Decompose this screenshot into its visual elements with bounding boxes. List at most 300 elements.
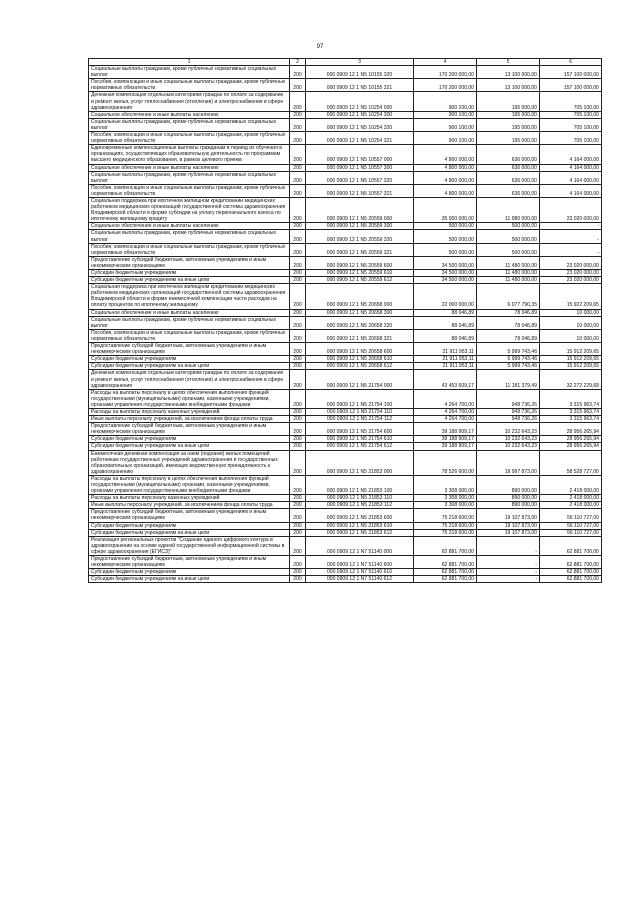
table-cell-v2: - bbox=[477, 576, 540, 583]
table-cell-rz: 200 bbox=[290, 164, 306, 171]
table-cell-v2: 78 046,89 bbox=[477, 329, 540, 342]
table-cell-name: Субсидии бюджетным учреждениям bbox=[89, 270, 290, 277]
table-cell-name: Пособия, компенсации и иные социальные выплаты гражданам, кроме публичных нормативных обязательств bbox=[89, 79, 290, 92]
table-cell-rz: 200 bbox=[290, 277, 306, 284]
table-cell-name: Социальные выплаты гражданам, кроме публичных нормативных социальных выплат bbox=[89, 66, 290, 79]
table-cell-name: Ежемесячная денежная компенсация за наем (поднаем) жилых помещений работникам государственных учреждений здравоохранения и государственных образовательных организаций, имеющих ведомственную принадлежность к здравоохранению bbox=[89, 450, 290, 475]
table-cell-v2: 11 480 000,00 bbox=[477, 277, 540, 284]
table-cell-code: 000 0909 12 1 N5 20658 300 bbox=[306, 309, 414, 316]
table-cell-v2: 78 046,89 bbox=[477, 309, 540, 316]
table-cell-rz: 200 bbox=[290, 230, 306, 243]
table-cell-code: 000 0909 12 1 N5 20559 600 bbox=[306, 256, 414, 269]
table-cell-v2: 11 181 379,49 bbox=[477, 370, 540, 389]
table-cell-name: Социальные выплаты гражданам, кроме публичных нормативных социальных выплат bbox=[89, 171, 290, 184]
table-cell-v3: 23 020 000,00 bbox=[540, 277, 602, 284]
table-cell-code: 000 0909 12 1 N5 21754 112 bbox=[306, 416, 414, 423]
table-cell-v1: 62 881 700,00 bbox=[414, 569, 477, 576]
table-cell-name: Субсидии бюджетным учреждениям на иные цели bbox=[89, 443, 290, 450]
table-cell-v1: 4 800 000,00 bbox=[414, 171, 477, 184]
table-cell-v3: - bbox=[540, 230, 602, 243]
table-cell-v1: 75 218 600,00 bbox=[414, 529, 477, 536]
table-cell-rz: 200 bbox=[290, 475, 306, 494]
table-cell-v3: 705 100,00 bbox=[540, 92, 602, 111]
table-cell-v2: 10 232 643,23 bbox=[477, 443, 540, 450]
table-cell-v2: 948 736,26 bbox=[477, 408, 540, 415]
table-cell-rz: 200 bbox=[290, 316, 306, 329]
table-cell-v3: 28 956 265,94 bbox=[540, 436, 602, 443]
table-cell-name: Реализация региональных проектов "Создание единого цифрового контура в здравоохранении на основе единой государственной информационной системы в сфере здравоохранения (ЕГИСЗ)" bbox=[89, 536, 290, 555]
table-cell-v1: 3 308 000,00 bbox=[414, 475, 477, 494]
table-cell-name: Субсидии бюджетным учреждениям на иные цели bbox=[89, 576, 290, 583]
table-cell-name: Социальные выплаты гражданам, кроме публичных нормативных социальных выплат bbox=[89, 230, 290, 243]
table-cell-v3: 56 110 727,00 bbox=[540, 522, 602, 529]
table-cell-v1: 4 264 700,00 bbox=[414, 408, 477, 415]
table-row bbox=[89, 277, 602, 284]
table-cell-name: Пособия, компенсации и иные социальные выплаты гражданам, кроме публичных нормативных обязательств bbox=[89, 243, 290, 256]
table-cell-v1: 62 881 700,00 bbox=[414, 576, 477, 583]
table-cell-name: Расходы на выплаты персоналу казенных учреждений bbox=[89, 408, 290, 415]
table-cell-v1: 4 264 700,00 bbox=[414, 416, 477, 423]
table-row bbox=[89, 556, 602, 569]
table-cell-code: 000 0909 12 1 N7 51140 000 bbox=[306, 536, 414, 555]
table-cell-v1: 62 881 700,00 bbox=[414, 556, 477, 569]
table-cell-v2: 5 999 743,46 bbox=[477, 363, 540, 370]
table-cell-rz: 200 bbox=[290, 197, 306, 222]
table-cell-name: Предоставление субсидий бюджетным, автономным учреждениям и иным некоммерческим организациям bbox=[89, 509, 290, 522]
table-cell-v1: 88 046,89 bbox=[414, 309, 477, 316]
table-cell-v2: 13 100 000,00 bbox=[477, 79, 540, 92]
table-cell-v1: 22 000 000,00 bbox=[414, 284, 477, 309]
table-cell-code: 000 0909 12 1 N5 21853 100 bbox=[306, 475, 414, 494]
table-cell-name: Иные выплаты персоналу учреждений, за исключением фонда оплаты труда bbox=[89, 502, 290, 509]
table-cell-v1: 500 000,00 bbox=[414, 230, 477, 243]
table-cell-rz: 200 bbox=[290, 576, 306, 583]
table-cell-v3: 15 922 209,65 bbox=[540, 284, 602, 309]
table-row bbox=[89, 576, 602, 583]
table-row bbox=[89, 356, 602, 363]
table-body bbox=[89, 66, 602, 583]
table-cell-v2: 500 000,00 bbox=[477, 223, 540, 230]
table-cell-name: Субсидии бюджетным учреждениям на иные цели bbox=[89, 529, 290, 536]
table-cell-v1: 21 911 953,11 bbox=[414, 356, 477, 363]
table-row bbox=[89, 284, 602, 309]
table-cell-rz: 200 bbox=[290, 270, 306, 277]
table-cell-code: 000 0909 12 1 N5 10557 000 bbox=[306, 145, 414, 164]
table-cell-rz: 200 bbox=[290, 171, 306, 184]
table-cell-rz: 200 bbox=[290, 256, 306, 269]
table-cell-name: Социальная поддержка при ипотечном жилищном кредитовании медицинских работников медицинских организаций государственной системы здравоохранения Владимирской области в форме ежемесячной компенсации части расходов на оплату процентов по ипотечному жилищному bbox=[89, 284, 290, 309]
table-cell-rz: 200 bbox=[290, 79, 306, 92]
table-cell-v3: 2 418 000,00 bbox=[540, 475, 602, 494]
table-cell-v2: 195 000,00 bbox=[477, 111, 540, 118]
table-cell-v2: 11 980 000,00 bbox=[477, 197, 540, 222]
table-cell-v2: 5 999 743,46 bbox=[477, 356, 540, 363]
table-row bbox=[89, 230, 602, 243]
table-cell-rz: 200 bbox=[290, 329, 306, 342]
table-cell-v3: 705 100,00 bbox=[540, 132, 602, 145]
table-cell-code: 000 0909 12 1 N5 21754 110 bbox=[306, 408, 414, 415]
table-cell-v2: 636 000,00 bbox=[477, 171, 540, 184]
table-cell-rz: 200 bbox=[290, 529, 306, 536]
table-cell-rz: 200 bbox=[290, 408, 306, 415]
table-cell-v1: 500 000,00 bbox=[414, 223, 477, 230]
table-cell-rz: 200 bbox=[290, 509, 306, 522]
table-cell-v1: 900 100,00 bbox=[414, 111, 477, 118]
table-cell-v1: 78 526 600,00 bbox=[414, 450, 477, 475]
table-cell-v1: 43 453 609,17 bbox=[414, 370, 477, 389]
table-cell-rz: 200 bbox=[290, 66, 306, 79]
table-cell-rz: 200 bbox=[290, 389, 306, 408]
table-cell-name: Иные выплаты персоналу учреждений, за исключением фонда оплаты труда bbox=[89, 416, 290, 423]
table-cell-rz: 200 bbox=[290, 363, 306, 370]
table-cell-code: 000 0909 12 1 N5 20559 610 bbox=[306, 270, 414, 277]
table-row bbox=[89, 184, 602, 197]
table-cell-name: Субсидии бюджетным учреждениям bbox=[89, 436, 290, 443]
table-cell-v1: 4 800 000,00 bbox=[414, 184, 477, 197]
table-cell-rz: 200 bbox=[290, 309, 306, 316]
table-cell-v2: 948 736,26 bbox=[477, 389, 540, 408]
column-header: 4 bbox=[414, 59, 477, 66]
table-cell-v2: 500 000,00 bbox=[477, 230, 540, 243]
table-cell-v3: 15 912 209,65 bbox=[540, 343, 602, 356]
column-header: 1 bbox=[89, 59, 290, 66]
table-cell-code: 000 0909 12 1 N5 10254 000 bbox=[306, 92, 414, 111]
table-cell-code: 000 0909 12 1 N5 21754 100 bbox=[306, 389, 414, 408]
page-number: 97 bbox=[316, 44, 324, 50]
table-row bbox=[89, 243, 602, 256]
table-cell-v2: 6 077 790,35 bbox=[477, 284, 540, 309]
table-cell-rz: 200 bbox=[290, 118, 306, 131]
table-cell-v3: 23 020 000,00 bbox=[540, 256, 602, 269]
table-cell-rz: 200 bbox=[290, 370, 306, 389]
table-cell-code: 000 0909 12 1 N5 10155 320 bbox=[306, 66, 414, 79]
table-cell-v2: 195 000,00 bbox=[477, 118, 540, 131]
table-cell-v2: 890 000,00 bbox=[477, 475, 540, 494]
table-cell-name: Расходы на выплаты персоналу в целях обеспечения выполнения функций государственными (муниципальными) органами, казенными учреждениями, органами управления государственными внебюджетными фондами bbox=[89, 389, 290, 408]
table-cell-v3: 705 100,00 bbox=[540, 111, 602, 118]
table-cell-v1: 39 188 909,17 bbox=[414, 423, 477, 436]
table-row bbox=[89, 164, 602, 171]
table-cell-code: 000 0909 12 1 N7 51140 610 bbox=[306, 569, 414, 576]
table-cell-rz: 200 bbox=[290, 111, 306, 118]
table-cell-rz: 200 bbox=[290, 556, 306, 569]
table-cell-v1: 900 100,00 bbox=[414, 118, 477, 131]
table-cell-v3: 3 315 963,74 bbox=[540, 389, 602, 408]
table-cell-v2: 19 107 873,00 bbox=[477, 522, 540, 529]
table-cell-v1: 34 500 000,00 bbox=[414, 256, 477, 269]
table-row bbox=[89, 389, 602, 408]
table-cell-name: Предоставление субсидий бюджетным, автономным учреждениям и иным некоммерческим организациям bbox=[89, 343, 290, 356]
table-cell-code: 000 0909 12 1 N5 21853 612 bbox=[306, 529, 414, 536]
table-cell-v2: - bbox=[477, 536, 540, 555]
table-cell-v2: 11 480 000,00 bbox=[477, 256, 540, 269]
table-cell-rz: 200 bbox=[290, 502, 306, 509]
table-cell-rz: 200 bbox=[290, 495, 306, 502]
table-cell-v3: 58 528 727,00 bbox=[540, 450, 602, 475]
table-cell-code: 000 0909 12 1 N5 20658 600 bbox=[306, 343, 414, 356]
column-header: 2 bbox=[290, 59, 306, 66]
table-cell-v3: 4 164 000,00 bbox=[540, 145, 602, 164]
table-row bbox=[89, 66, 602, 79]
table-cell-v3: 10 000,00 bbox=[540, 309, 602, 316]
table-cell-v3: 4 164 000,00 bbox=[540, 184, 602, 197]
table-cell-code: 000 0909 12 1 N5 20559 300 bbox=[306, 223, 414, 230]
table-cell-v2: 636 000,00 bbox=[477, 164, 540, 171]
table-cell-v3: 62 881 700,00 bbox=[540, 536, 602, 555]
table-cell-name: Социальное обеспечение и иные выплаты населению bbox=[89, 111, 290, 118]
table-row bbox=[89, 495, 602, 502]
table-cell-name: Субсидии бюджетным учреждениям на иные цели bbox=[89, 363, 290, 370]
table-cell-rz: 200 bbox=[290, 536, 306, 555]
table-cell-code: 000 0909 12 1 N5 10254 320 bbox=[306, 118, 414, 131]
table-cell-code: 000 0909 12 1 N7 51140 600 bbox=[306, 556, 414, 569]
table-cell-v3: 23 020 000,00 bbox=[540, 197, 602, 222]
table-cell-v3: 62 881 700,00 bbox=[540, 576, 602, 583]
table-cell-name: Субсидии бюджетным учреждениям bbox=[89, 522, 290, 529]
table-row bbox=[89, 529, 602, 536]
table-cell-v3: 4 164 000,00 bbox=[540, 164, 602, 171]
table-row bbox=[89, 79, 602, 92]
table-cell-code: 000 0909 12 1 N5 20658 610 bbox=[306, 356, 414, 363]
table-cell-v3: 2 418 000,00 bbox=[540, 502, 602, 509]
table-cell-code: 000 0909 12 1 N5 20559 321 bbox=[306, 243, 414, 256]
table-row bbox=[89, 171, 602, 184]
table-header-row bbox=[89, 59, 602, 66]
table-cell-code: 000 0909 12 1 N5 20658 612 bbox=[306, 363, 414, 370]
table-cell-v1: 170 200 000,00 bbox=[414, 66, 477, 79]
table-cell-name: Предоставление субсидий бюджетным, автономным учреждениям и иным некоммерческим организациям bbox=[89, 556, 290, 569]
table-row bbox=[89, 569, 602, 576]
table-cell-v2: 11 480 000,00 bbox=[477, 270, 540, 277]
table-cell-rz: 200 bbox=[290, 416, 306, 423]
table-cell-v3: 62 881 700,00 bbox=[540, 556, 602, 569]
table-cell-v3: - bbox=[540, 243, 602, 256]
table-cell-v1: 75 218 600,00 bbox=[414, 509, 477, 522]
table-cell-v3: 56 110 727,00 bbox=[540, 509, 602, 522]
table-cell-v3: 28 956 265,94 bbox=[540, 423, 602, 436]
table-cell-v1: 34 500 000,00 bbox=[414, 277, 477, 284]
table-row bbox=[89, 536, 602, 555]
table-cell-v2: 10 232 643,23 bbox=[477, 423, 540, 436]
table-cell-rz: 200 bbox=[290, 243, 306, 256]
table-cell-rz: 200 bbox=[290, 450, 306, 475]
column-header: 3 bbox=[306, 59, 414, 66]
table-cell-name: Субсидии бюджетным учреждениям на иные цели bbox=[89, 277, 290, 284]
table-cell-code: 000 0909 12 1 N5 10155 321 bbox=[306, 79, 414, 92]
table-cell-v2: - bbox=[477, 556, 540, 569]
table-cell-v1: 88 046,89 bbox=[414, 316, 477, 329]
table-cell-v3: 3 315 963,74 bbox=[540, 408, 602, 415]
table-cell-rz: 200 bbox=[290, 356, 306, 363]
table-cell-v3: 3 315 963,74 bbox=[540, 416, 602, 423]
table-cell-v2: 636 000,00 bbox=[477, 145, 540, 164]
table-cell-v1: 21 911 953,11 bbox=[414, 343, 477, 356]
table-cell-v1: 75 218 600,00 bbox=[414, 522, 477, 529]
table-cell-name: Денежная компенсация отдельным категориям граждан по оплате за содержание и ремонт жилья, услуг теплоснабжения (отопления) и электроснабжения в сфере здравоохранения bbox=[89, 370, 290, 389]
table-cell-v1: 39 188 909,17 bbox=[414, 436, 477, 443]
table-cell-v2: 500 000,00 bbox=[477, 243, 540, 256]
table-cell-name: Денежная компенсация отдельным категориям граждан по оплате за содержание и ремонт жилья, услуг теплоснабжения (отопления) и электроснабжения в сфере здравоохранения bbox=[89, 92, 290, 111]
table-cell-v3: 15 912 209,65 bbox=[540, 363, 602, 370]
table-cell-v3: 56 110 727,00 bbox=[540, 529, 602, 536]
table-cell-v3: 705 100,00 bbox=[540, 118, 602, 131]
table-cell-name: Социальные выплаты гражданам, кроме публичных нормативных социальных выплат bbox=[89, 118, 290, 131]
table-cell-v3: 32 272 229,68 bbox=[540, 370, 602, 389]
table-cell-code: 000 0909 12 1 N5 10254 300 bbox=[306, 111, 414, 118]
table-cell-code: 000 0909 12 1 N5 21853 610 bbox=[306, 522, 414, 529]
table-row bbox=[89, 145, 602, 164]
table-cell-code: 000 0909 12 1 N5 10557 321 bbox=[306, 184, 414, 197]
table-row bbox=[89, 223, 602, 230]
table-cell-rz: 200 bbox=[290, 423, 306, 436]
table-row bbox=[89, 270, 602, 277]
column-header: 5 bbox=[477, 59, 540, 66]
table-cell-name: Единовременные компенсационные выплаты гражданам в период их обучения в организациях, осуществляющих образовательную деятельность по программам высшего медицинского образования, в рамках целевого приема bbox=[89, 145, 290, 164]
table-cell-v1: 4 800 000,00 bbox=[414, 145, 477, 164]
table-cell-v3: 23 020 000,00 bbox=[540, 270, 602, 277]
table-row bbox=[89, 132, 602, 145]
table-cell-name: Социальное обеспечение и иные выплаты населению bbox=[89, 164, 290, 171]
table-row bbox=[89, 370, 602, 389]
table-row bbox=[89, 408, 602, 415]
table-cell-rz: 200 bbox=[290, 92, 306, 111]
table-cell-rz: 200 bbox=[290, 145, 306, 164]
table-cell-v2: 890 000,00 bbox=[477, 502, 540, 509]
table-cell-v1: 34 500 000,00 bbox=[414, 270, 477, 277]
table-cell-v1: 900 100,00 bbox=[414, 132, 477, 145]
table-row bbox=[89, 522, 602, 529]
table-cell-code: 000 0909 12 1 N5 21754 600 bbox=[306, 423, 414, 436]
table-row bbox=[89, 509, 602, 522]
table-cell-name: Социальная поддержка при ипотечном жилищном кредитовании медицинских работников медицинских организаций государственной системы здравоохранения Владимирской области в форме субсидии на уплату первоначального взноса по ипотечному жилищному кредиту bbox=[89, 197, 290, 222]
table-cell-code: 000 0909 12 1 N5 10557 320 bbox=[306, 171, 414, 184]
table-cell-code: 000 0909 12 1 N5 21754 000 bbox=[306, 370, 414, 389]
table-cell-name: Социальные выплаты гражданам, кроме публичных нормативных социальных выплат bbox=[89, 316, 290, 329]
table-cell-v3: 10 000,00 bbox=[540, 329, 602, 342]
table-cell-code: 000 0909 12 1 N5 20658 320 bbox=[306, 316, 414, 329]
table-cell-name: Предоставление субсидий бюджетным, автономным учреждениям и иным некоммерческим организациям bbox=[89, 423, 290, 436]
table-row bbox=[89, 436, 602, 443]
table-cell-v2: 13 100 000,00 bbox=[477, 66, 540, 79]
table-row bbox=[89, 329, 602, 342]
table-cell-v1: 62 881 700,00 bbox=[414, 536, 477, 555]
table-row bbox=[89, 92, 602, 111]
table-cell-name: Пособия, компенсации и иные социальные выплаты гражданам, кроме публичных нормативных обязательств bbox=[89, 329, 290, 342]
table-row bbox=[89, 363, 602, 370]
table-cell-rz: 200 bbox=[290, 284, 306, 309]
table-cell-v1: 39 188 909,17 bbox=[414, 443, 477, 450]
table-cell-v1: 88 046,89 bbox=[414, 329, 477, 342]
table-cell-v2: 890 000,00 bbox=[477, 495, 540, 502]
table-cell-name: Пособия, компенсации и иные социальные выплаты гражданам, кроме публичных нормативных обязательств bbox=[89, 184, 290, 197]
table-cell-v2: 19 997 873,00 bbox=[477, 450, 540, 475]
table-cell-v3: - bbox=[540, 223, 602, 230]
table-row bbox=[89, 197, 602, 222]
table-cell-name: Предоставление субсидий бюджетным, автономным учреждениям и иным некоммерческим организациям bbox=[89, 256, 290, 269]
table-cell-code: 000 0909 12 1 N5 21754 610 bbox=[306, 436, 414, 443]
table-cell-v1: 170 200 000,00 bbox=[414, 79, 477, 92]
table-row bbox=[89, 111, 602, 118]
table-cell-v3: 4 164 000,00 bbox=[540, 171, 602, 184]
table-cell-v1: 35 000 000,00 bbox=[414, 197, 477, 222]
table-cell-name: Расходы на выплаты персоналу казенных учреждений bbox=[89, 495, 290, 502]
table-cell-v3: 15 912 209,65 bbox=[540, 356, 602, 363]
table-row bbox=[89, 343, 602, 356]
table-cell-code: 000 0909 12 1 N5 20559 000 bbox=[306, 197, 414, 222]
table-row bbox=[89, 475, 602, 494]
table-row bbox=[89, 416, 602, 423]
table-cell-code: 000 0909 12 1 N5 20658 321 bbox=[306, 329, 414, 342]
table-cell-v3: 10 000,00 bbox=[540, 316, 602, 329]
table-cell-name: Социальное обеспечение и иные выплаты населению bbox=[89, 223, 290, 230]
table-row bbox=[89, 443, 602, 450]
table-cell-rz: 200 bbox=[290, 223, 306, 230]
table-cell-v1: 4 800 000,00 bbox=[414, 164, 477, 171]
table-cell-v3: 157 100 000,00 bbox=[540, 79, 602, 92]
table-cell-v1: 500 000,00 bbox=[414, 243, 477, 256]
table-cell-name: Пособия, компенсации и иные социальные выплаты гражданам, кроме публичных нормативных обязательств bbox=[89, 132, 290, 145]
table-cell-v2: 195 000,00 bbox=[477, 92, 540, 111]
table-cell-v2: 948 736,26 bbox=[477, 416, 540, 423]
table-cell-v2: - bbox=[477, 569, 540, 576]
table-cell-rz: 200 bbox=[290, 132, 306, 145]
table-row bbox=[89, 309, 602, 316]
table-cell-rz: 200 bbox=[290, 443, 306, 450]
table-cell-code: 000 0909 12 1 N5 10254 321 bbox=[306, 132, 414, 145]
table-cell-code: 000 0909 12 1 N5 21853 112 bbox=[306, 502, 414, 509]
table-cell-code: 000 0909 12 1 N5 20559 320 bbox=[306, 230, 414, 243]
table-cell-v2: 78 046,89 bbox=[477, 316, 540, 329]
table-cell-rz: 200 bbox=[290, 343, 306, 356]
table-cell-name: Социальное обеспечение и иные выплаты населению bbox=[89, 309, 290, 316]
table-cell-v2: 19 107 873,00 bbox=[477, 529, 540, 536]
table-row bbox=[89, 256, 602, 269]
table-row bbox=[89, 423, 602, 436]
table-cell-v3: 157 100 000,00 bbox=[540, 66, 602, 79]
table-row bbox=[89, 316, 602, 329]
table-cell-code: 000 0909 12 1 N5 21853 110 bbox=[306, 495, 414, 502]
table-cell-name: Субсидии бюджетным учреждениям bbox=[89, 356, 290, 363]
table-cell-v2: 195 000,00 bbox=[477, 132, 540, 145]
column-header: 6 bbox=[540, 59, 602, 66]
table-cell-code: 000 0909 12 1 N5 21853 000 bbox=[306, 450, 414, 475]
table-cell-v3: 2 418 000,00 bbox=[540, 495, 602, 502]
budget-table bbox=[88, 58, 602, 583]
table-cell-v1: 3 308 000,00 bbox=[414, 495, 477, 502]
table-cell-rz: 200 bbox=[290, 184, 306, 197]
table-cell-code: 000 0909 12 1 N5 21754 612 bbox=[306, 443, 414, 450]
table-cell-name: Субсидии бюджетным учреждениям bbox=[89, 569, 290, 576]
table-row bbox=[89, 450, 602, 475]
table-cell-code: 000 0909 12 1 N5 20658 000 bbox=[306, 284, 414, 309]
table-cell-v1: 4 264 700,00 bbox=[414, 389, 477, 408]
table-cell-v2: 636 000,00 bbox=[477, 184, 540, 197]
table-cell-rz: 200 bbox=[290, 436, 306, 443]
table-cell-v2: 19 107 873,00 bbox=[477, 509, 540, 522]
table-cell-v2: 5 999 743,46 bbox=[477, 343, 540, 356]
table-row bbox=[89, 502, 602, 509]
table-row bbox=[89, 118, 602, 131]
table-cell-code: 000 0909 12 1 N7 51140 612 bbox=[306, 576, 414, 583]
table-cell-rz: 200 bbox=[290, 522, 306, 529]
table-cell-code: 000 0909 12 1 N5 10557 300 bbox=[306, 164, 414, 171]
table-cell-v1: 21 911 953,11 bbox=[414, 363, 477, 370]
table-cell-code: 000 0909 12 1 N5 21853 600 bbox=[306, 509, 414, 522]
table-cell-name: Расходы на выплаты персоналу в целях обеспечения выполнения функций государственными (муниципальными) органами, казенными учреждениями, органами управления государственными внебюджетными фондами bbox=[89, 475, 290, 494]
table-cell-v3: 62 881 700,00 bbox=[540, 569, 602, 576]
table-cell-v1: 3 308 000,00 bbox=[414, 502, 477, 509]
table-cell-v1: 900 100,00 bbox=[414, 92, 477, 111]
